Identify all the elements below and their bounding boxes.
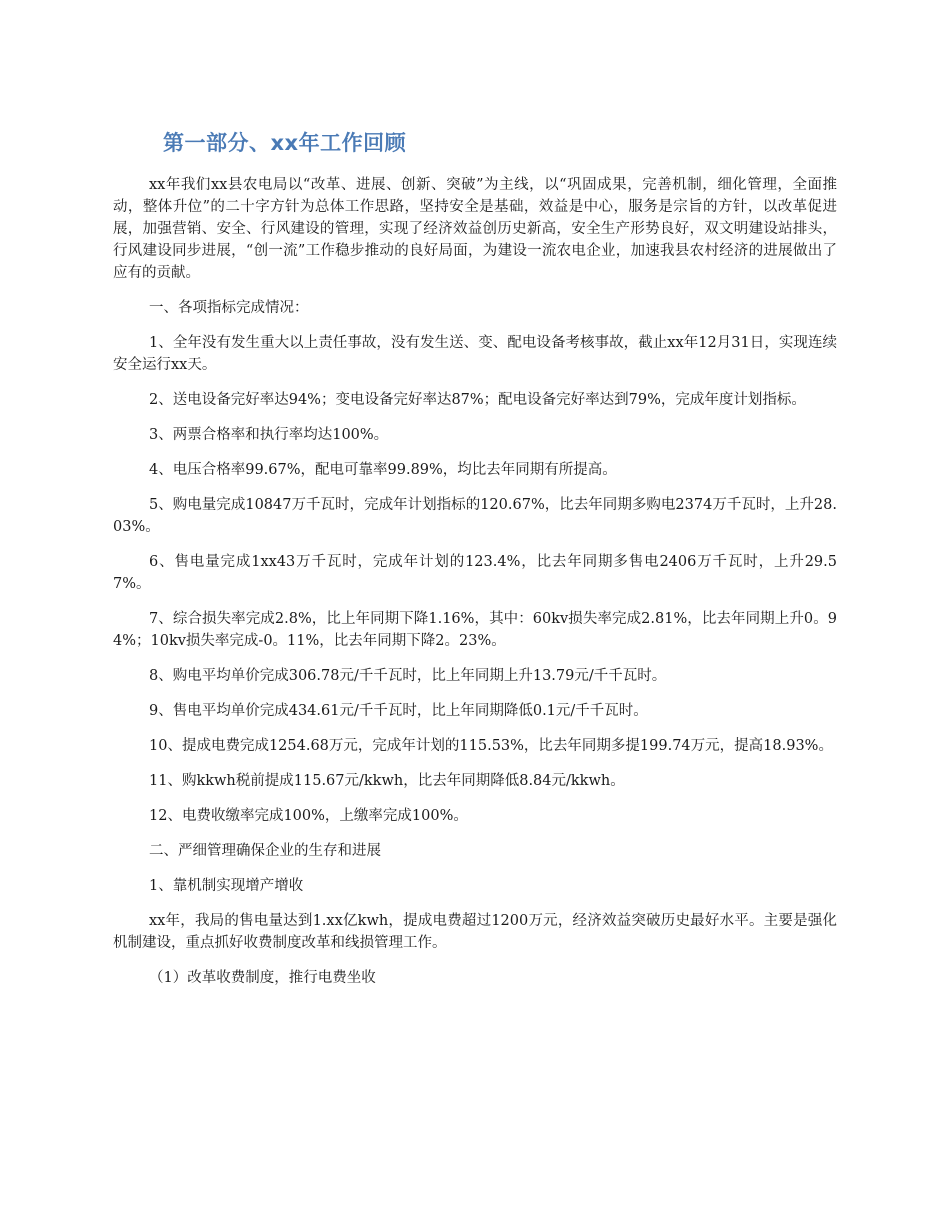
indicator-item-12: 12、电费收缴率完成100%，上缴率完成100%。 <box>149 808 468 824</box>
document-body <box>113 128 837 1002</box>
subheading-management: 二、严细管理确保企业的生存和进展 <box>149 843 381 859</box>
indicator-item-8: 8、购电平均单价完成306.78元/千千瓦时，比上年同期上升13.79元/千千瓦时。 <box>149 668 667 684</box>
mechanism-paragraph: xx年，我局的售电量达到1.xx亿kwh，提成电费超过1200万元，经济效益突破历史最好水平。主要是强化机制建设，重点抓好收费制度改革和线损管理工作。 <box>113 913 837 951</box>
subheading-fee-reform: （1）改革收费制度，推行电费坐收 <box>149 970 376 986</box>
intro-paragraph: xx年我们xx县农电局以“改革、进展、创新、突破”为主线，以“巩固成果，完善机制，细化管理，全面推动，整体升位”的二十字方针为总体工作思路，坚持安全是基础，效益是中心，服务是宗旨的方针，以改革促进展，加强营销、安全、行风建设的管理，实现了经济效益创历史新高，安全生产形势良好，双文明建设站排头，行风建设同步进展，“创一流”工作稳步推动的良好局面，为建设一流农电企业，加速我县农村经济的进展做出了应有的贡献。 <box>113 177 837 281</box>
indicator-item-5: 5、购电量完成10847万千瓦时，完成年计划指标的120.67%，比去年同期多购电2374万千瓦时，上升28.03%。 <box>113 497 837 535</box>
indicator-item-1: 1、全年没有发生重大以上责任事故，没有发生送、变、配电设备考核事故，截止xx年12月31日，实现连续安全运行xx天。 <box>113 335 837 373</box>
subheading-mechanism: 1、靠机制实现增产增收 <box>149 878 304 894</box>
indicator-item-10: 10、提成电费完成1254.68万元，完成年计划的115.53%，比去年同期多提199.74万元，提高18.93%。 <box>149 738 833 754</box>
indicator-item-2: 2、送电设备完好率达94%；变电设备完好率达87%；配电设备完好率达到79%，完成年度计划指标。 <box>149 392 806 408</box>
indicator-item-4: 4、电压合格率99.67%，配电可靠率99.89%，均比去年同期有所提高。 <box>149 462 617 478</box>
section-heading: 第一部分、xx年工作回顾 <box>163 131 407 155</box>
indicator-item-9: 9、售电平均单价完成434.61元/千千瓦时，比上年同期降低0.1元/千千瓦时。 <box>149 703 648 719</box>
indicator-item-7: 7、综合损失率完成2.8%，比上年同期下降1.16%，其中：60kv损失率完成2.81%，比去年同期上升0。94%；10kv损失率完成-0。11%，比去年同期下降2。23%。 <box>113 611 837 649</box>
indicator-item-11: 11、购kkwh税前提成115.67元/kkwh，比去年同期降低8.84元/kkwh。 <box>149 773 625 789</box>
indicator-item-3: 3、两票合格率和执行率均达100%。 <box>149 427 389 443</box>
subheading-indicators: 一、各项指标完成情况： <box>149 300 309 316</box>
indicator-item-6: 6、售电量完成1xx43万千瓦时，完成年计划的123.4%，比去年同期多售电2406万千瓦时，上升29.57%。 <box>113 554 837 592</box>
